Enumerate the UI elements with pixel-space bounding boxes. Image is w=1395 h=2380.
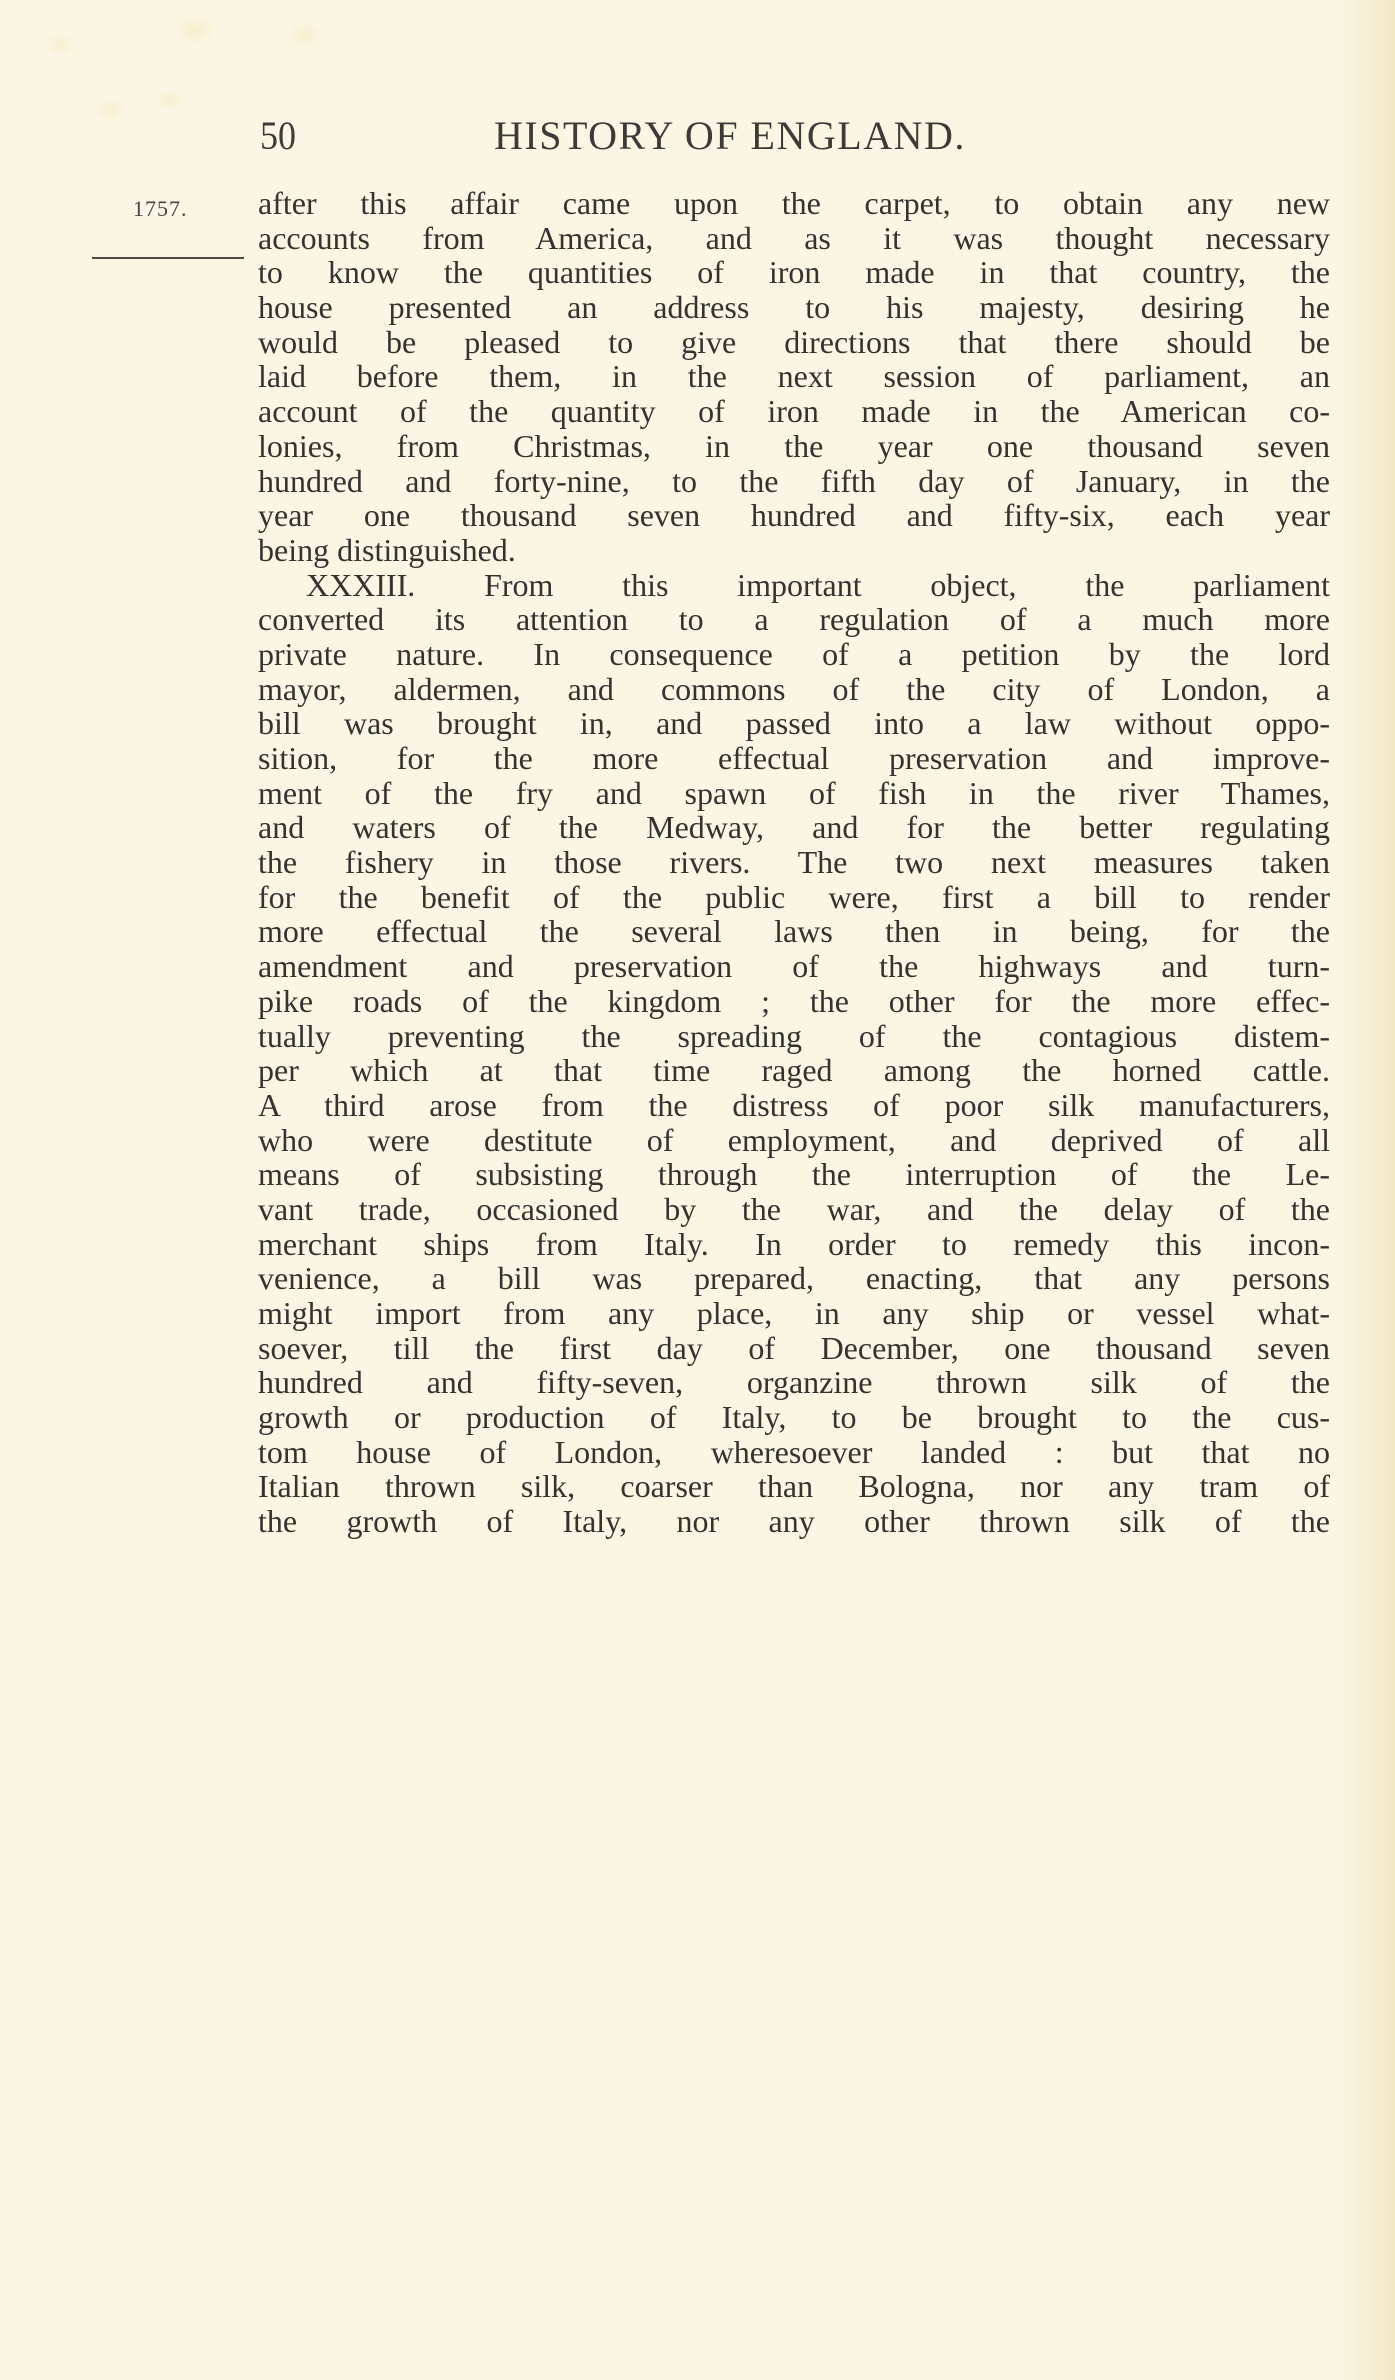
running-head <box>260 112 1100 162</box>
text-line-section-start: XXXIII. From this important object, the parliament <box>306 566 1330 603</box>
text-line: A third arose from the distress of poor silk manufacturers, <box>258 1086 1330 1123</box>
text-line: accounts from America, and as it was thought necessary <box>258 219 1330 256</box>
text-line: the fishery in those rivers. The two next measures taken <box>258 844 1330 881</box>
text-line: and waters of the Medway, and for the better regulating <box>258 809 1330 846</box>
text-line: means of subsisting through the interruption of the Le- <box>258 1156 1330 1193</box>
text-line: soever, till the first day of December, one thousand seven <box>258 1329 1330 1366</box>
text-line: sition, for the more effectual preservation and improve- <box>258 740 1330 776</box>
text-line: growth or production of Italy, to be brought to the cus- <box>258 1399 1330 1436</box>
text-line: merchant ships from Italy. In order to remedy this incon- <box>258 1225 1330 1262</box>
margin-rule-divider <box>92 257 244 259</box>
text-line: year one thousand seven hundred and fifty-six, each year <box>258 497 1330 534</box>
text-line: after this affair came upon the carpet, to obtain any new <box>258 185 1330 221</box>
margin-year: 1757. <box>133 196 188 221</box>
text-line: house presented an address to his majesty, desiring he <box>258 289 1330 326</box>
text-line: pike roads of the kingdom ; the other for the more effec- <box>258 982 1330 1019</box>
text-line: Italian thrown silk, coarser than Bologna, nor any tram of <box>258 1468 1330 1505</box>
text-line: would be pleased to give directions that there should be <box>258 323 1330 360</box>
text-line: per which at that time raged among the horned cattle. <box>258 1052 1330 1089</box>
text-line: lonies, from Christmas, in the year one thousand seven <box>258 427 1330 464</box>
text-line: tom house of London, wheresoever landed : but that no <box>258 1433 1330 1470</box>
text-line: more effectual the several laws then in being, for the <box>258 913 1330 950</box>
text-line: private nature. In consequence of a petition by the lord <box>258 635 1330 672</box>
text-line: amendment and preservation of the highways and turn- <box>258 948 1330 985</box>
text-line: the growth of Italy, nor any other thrown silk of the <box>258 1503 1330 1540</box>
body-text <box>258 186 1330 1539</box>
text-line: account of the quantity of iron made in the American co- <box>258 393 1330 430</box>
text-line: converted its attention to a regulation of a much more <box>258 601 1330 638</box>
text-line: ment of the fry and spawn of fish in the river Thames, <box>258 774 1330 811</box>
text-line: to know the quantities of iron made in that country, the <box>258 254 1330 291</box>
text-line: venience, a bill was prepared, enacting, that any persons <box>258 1260 1330 1297</box>
page-number: 50 <box>260 113 296 158</box>
text-line: vant trade, occasioned by the war, and the delay of the <box>258 1190 1330 1227</box>
text-line: hundred and forty-nine, to the fifth day of January, in the <box>258 462 1330 499</box>
text-line-paragraph-end: being distinguished. <box>258 531 516 568</box>
text-line: who were destitute of employment, and deprived of all <box>258 1121 1330 1158</box>
text-line: mayor, aldermen, and commons of the city of London, a <box>258 670 1330 707</box>
running-title: HISTORY OF ENGLAND. <box>494 113 966 158</box>
text-line: laid before them, in the next session of parliament, an <box>258 358 1330 395</box>
text-line: for the benefit of the public were, first a bill to render <box>258 878 1330 915</box>
text-line: hundred and fifty-seven, organzine thrown silk of the <box>258 1364 1330 1401</box>
text-line: might import from any place, in any ship or vessel what- <box>258 1295 1330 1331</box>
text-line: tually preventing the spreading of the contagious distem- <box>258 1017 1330 1054</box>
text-line: bill was brought in, and passed into a law without oppo- <box>258 705 1330 742</box>
